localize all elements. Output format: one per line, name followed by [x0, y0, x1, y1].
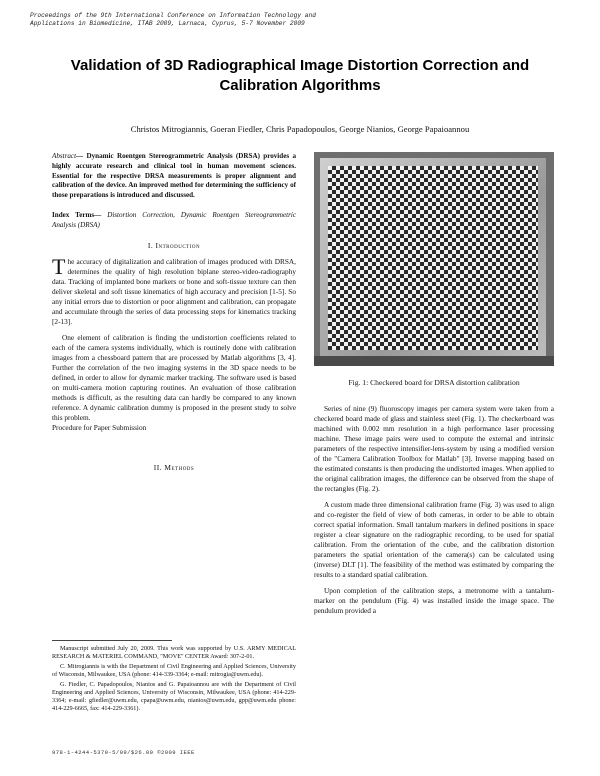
copyright-line: 978-1-4244-5379-5/09/$26.00 ©2009 IEEE — [52, 749, 195, 756]
footnote-3: G. Fiedler, C. Papadopoulos, Nianios and G. Papaioannou are with the Department of Civil Engineering and Applied Sciences, University of Wisconsin, Milwaukee, USA (phone: 414-229-3364; e-mail: gfiedler@uwm.edu, cpapa@uwm.edu, nianios@uwm.edu, gpp@uwm.edu phone: 414-229-6665, fax: 414-229-3361). — [52, 681, 296, 712]
intro-paragraph-1 — [52, 253, 296, 327]
conference-header — [30, 12, 430, 28]
figure-caption: Fig. 1: Checkered board for DRSA distortion calibration — [348, 378, 520, 387]
checkerboard-base — [314, 356, 554, 366]
section-heading-methods: II. Methods — [153, 462, 195, 472]
intro-paragraph-1-text: he accuracy of digitalization and calibration of images produced with DRSA, determines the quality of high resolution biplane stereo-video-radiography data. Tracking of implanted bone markers or bone and soft-tissue texture can then deliver skeletal and soft tissue kinematics of high accuracy and precision [1-5]. So any initial errors due to distortion or poor alignment and calibration, can propagate and accumulate through the series of data processing steps for kinematics tracking [2-13]. — [52, 256, 296, 326]
methods-paragraph-1: Series of nine (9) fluoroscopy images per camera system were taken from a checkered board made of glass and stainless steel (Fig. 1). The checkerboard was machined with 0.002 mm resolution in a high performance laser processing machine. These image pairs were used to compute the external and intrinsic parameters of the respective intensifier-lens-system by using a modified version of the "Camera Calibration Toolbox for Matlab" [3]. Inverse mapping based on the estimated constants is then producing the undistorted images. When applied to the original calibration images, the difference can be observed from the shape of the rectangles (Fig. 2). — [314, 404, 554, 493]
index-terms-text: Distortion Correction, Dynamic Roentgen Stereogrammetric Analysis (DRSA) — [52, 210, 296, 229]
right-column-text — [314, 404, 554, 622]
footnote-2: C. Mitrogiannis is with the Department of Civil Engineering and Applied Sciences, University of Wisconsin, Milwaukee, USA (phone: 414-339-3364; e-mail: mitrogia@uwm.edu). — [52, 663, 296, 678]
section-heading-introduction: I. Introduction — [147, 240, 201, 250]
drop-cap: T — [52, 253, 66, 279]
left-column — [52, 152, 296, 479]
footnote-1: Manuscript submitted July 20, 2009. This work was supported by U.S. ARMY MEDICAL RESEARCH & MATERIEL COMMAND, "MOVE" CENTER Award: 307-2-01. — [52, 645, 296, 660]
abstract-lead: Abstract — [52, 152, 77, 160]
methods-paragraph-2: A custom made three dimensional calibration frame (Fig. 3) was used to align and co-register the field of view of both cameras, in order to be able to obtain correct spatial information. Small tantalum markers in defined positions in space register a clear signature on the radiographic recording, to be used for spatial calibration. From the orientation of the cube, and the calibration distortion parameters the spatial orientation of the camera(s) can be calculated using (inverse) DLT [1]. The feasibility of the method was estimated by comparing the results to a standard spatial calibration. — [314, 500, 554, 579]
index-terms-lead: Index Terms— — [52, 210, 102, 219]
checkerboard-pattern — [328, 166, 538, 350]
figure-checkerboard-photo — [314, 152, 554, 366]
abstract-text: — Dynamic Roentgen Stereogrammetric Analysis (DRSA) provides a highly accurate research and clinical tool in human movement sciences. Essential for the respective DRSA measurements is proper alignment and calibration of the device. An improved method for determining the sufficiency of those preparations is introduced and discussed. — [52, 152, 296, 200]
author-list: Christos Mitrogiannis, Goeran Fiedler, Chris Papadopoulos, George Nianios, George Papaioannou — [130, 124, 470, 134]
header-line-1: Proceedings of the 9th International Conference on Information Technology and — [30, 12, 316, 19]
paper-title: Validation of 3D Radiographical Image Distortion Correction and Calibration Algorithms — [70, 57, 530, 94]
checkerboard-frame — [320, 158, 546, 358]
index-terms — [52, 211, 296, 231]
header-line-2: Applications in Biomedicine, ITAB 2009, Larnaca, Cyprus, 5-7 November 2009 — [30, 20, 305, 27]
methods-paragraph-3: Upon completion of the calibration steps, a metronome with a tantalum-marker on the pendulum (Fig. 4) was installed inside the image space. The pendulum provided a — [314, 586, 554, 615]
footnotes — [52, 640, 296, 715]
intro-paragraph-3: Procedure for Paper Submission — [52, 422, 147, 432]
intro-paragraph-2: One element of calibration is finding the undistortion coefficients related to each of the camera systems individually, which is routinely done with calibration images from a chessboard pattern that are processed by Matlab algorithms [3, 4]. Further the correlation of the two imaging systems in the 3D space needs to be defined, in order to allow for dynamic marker tracking. The software used is based on multi-camera motion capturing routines. An evaluation of those calibration methods is difficult, as the resulting data can hardly be compared to any known reference. A dynamic calibration dummy is proposed in the present study to solve this problem. — [52, 332, 296, 422]
footnote-divider — [52, 640, 172, 641]
abstract — [52, 152, 296, 201]
